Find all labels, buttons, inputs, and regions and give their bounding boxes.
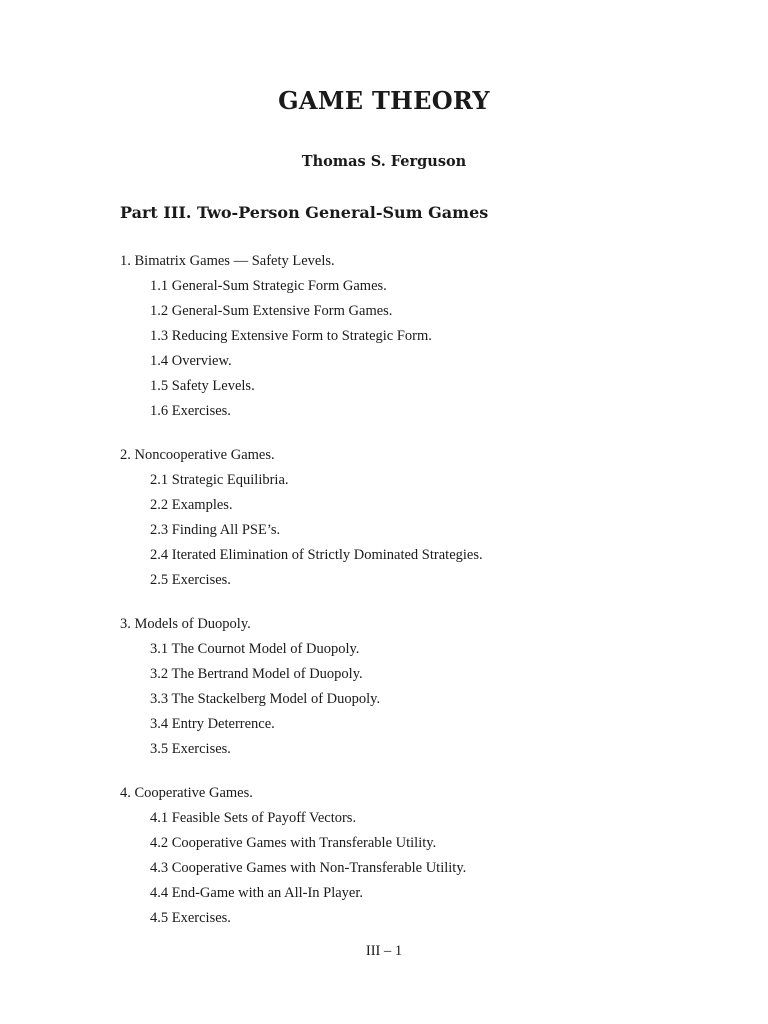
toc-section-item: 4.2 Cooperative Games with Transferable Utility. [150,835,437,851]
toc-section-item: 2.2 Examples. [150,497,233,513]
toc-section-item: 2.3 Finding All PSE’s. [150,522,281,538]
toc-section-item: 3.4 Entry Deterrence. [150,716,275,732]
toc-chapter-4 [120,781,720,931]
chapter-heading: 4. Cooperative Games. [120,785,253,801]
toc-chapter-1 [120,249,720,424]
toc-section-item: 2.5 Exercises. [150,572,231,588]
toc-section-item: 1.1 General-Sum Strategic Form Games. [150,278,387,294]
table-of-contents [120,249,720,950]
chapter-heading: 1. Bimatrix Games — Safety Levels. [120,253,335,269]
toc-section-item: 1.2 General-Sum Extensive Form Games. [150,303,393,319]
toc-section-item: 1.3 Reducing Extensive Form to Strategic Form. [150,328,432,344]
author-name: Thomas S. Ferguson [301,153,467,170]
toc-section-item: 4.5 Exercises. [150,910,231,926]
toc-section-item: 4.1 Feasible Sets of Payoff Vectors. [150,810,357,826]
toc-section-item: 3.3 The Stackelberg Model of Duopoly. [150,691,381,707]
chapter-heading: 3. Models of Duopoly. [120,616,251,632]
toc-section-item: 1.6 Exercises. [150,403,231,419]
toc-section-item: 2.4 Iterated Elimination of Strictly Dominated Strategies. [150,547,483,563]
toc-section-item: 1.5 Safety Levels. [150,378,255,394]
toc-section-item: 3.5 Exercises. [150,741,231,757]
toc-section-item: 4.4 End-Game with an All-In Player. [150,885,364,901]
document-title: GAME THEORY [278,86,490,115]
toc-section-item: 3.2 The Bertrand Model of Duopoly. [150,666,363,682]
toc-section-item: 3.1 The Cournot Model of Duopoly. [150,641,360,657]
part-heading: Part III. Two-Person General-Sum Games [120,203,489,222]
page-number: III – 1 [365,943,403,959]
toc-section-item: 2.1 Strategic Equilibria. [150,472,289,488]
chapter-heading: 2. Noncooperative Games. [120,447,275,463]
toc-section-item: 1.4 Overview. [150,353,232,369]
toc-chapter-3 [120,612,720,762]
toc-chapter-2 [120,443,720,593]
toc-section-item: 4.3 Cooperative Games with Non-Transferable Utility. [150,860,467,876]
